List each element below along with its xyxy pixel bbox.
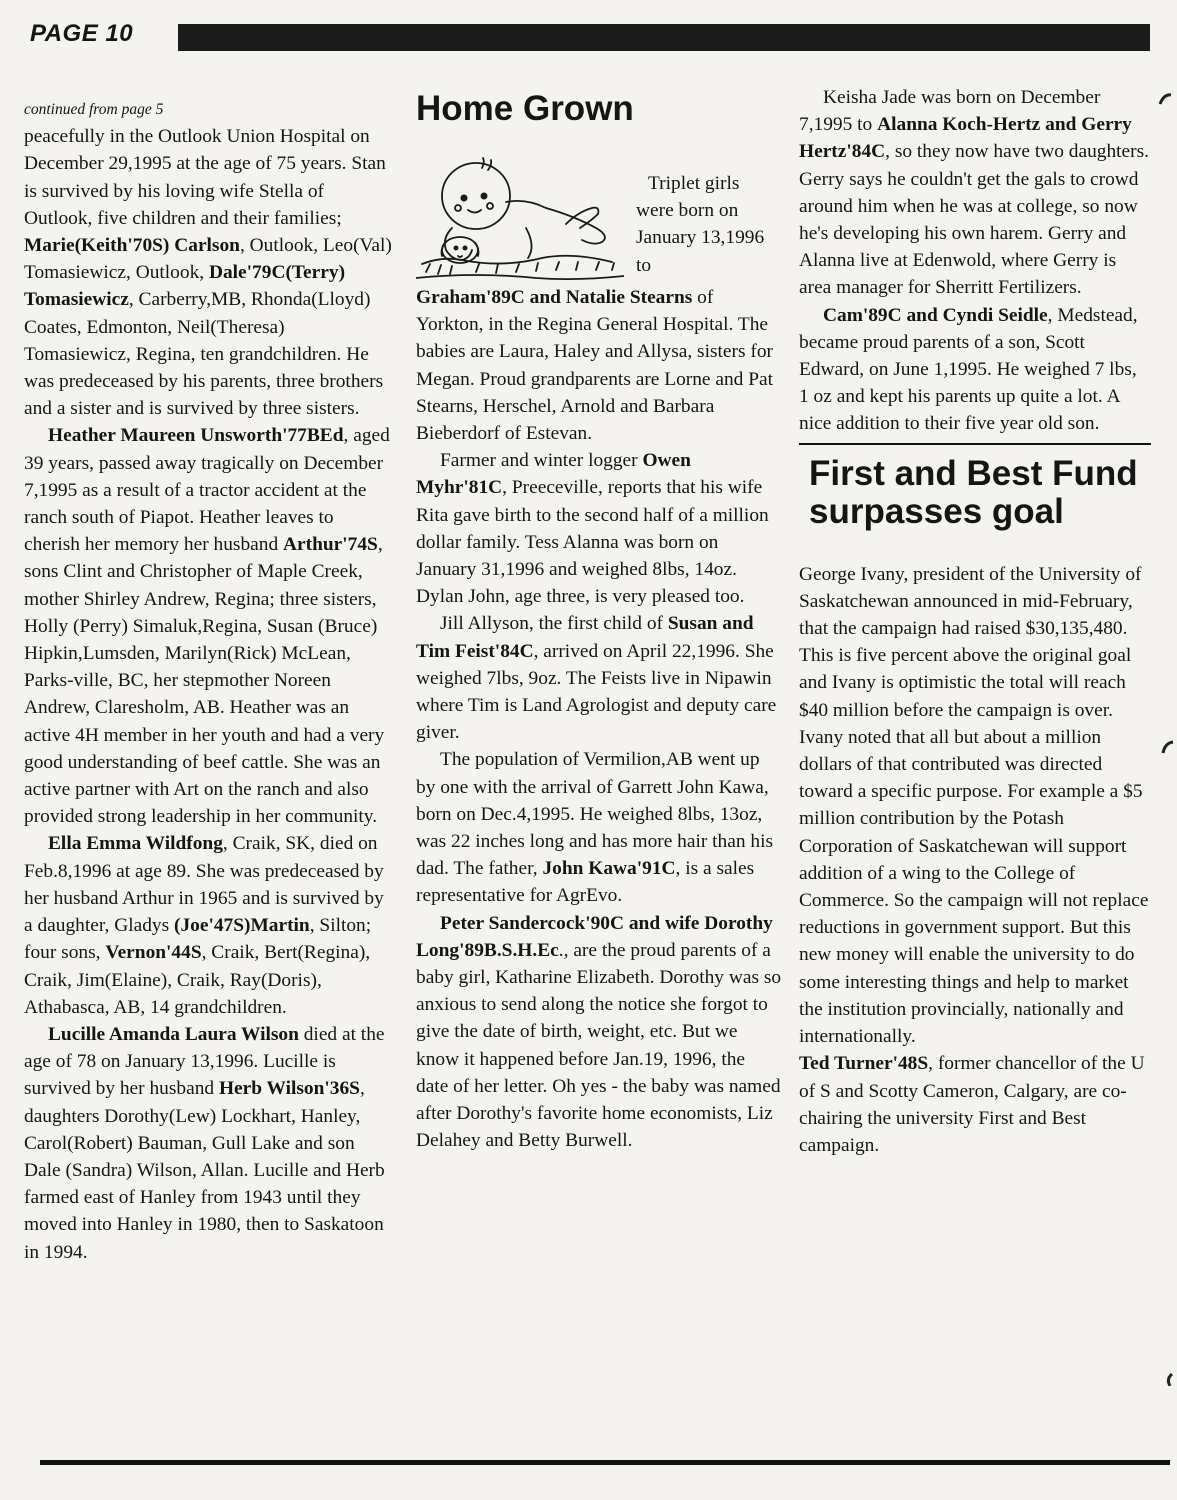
column-obituaries	[24, 96, 394, 1266]
page-number: PAGE 10	[30, 20, 134, 47]
section-divider	[799, 443, 1151, 445]
first-and-best-title: First and Best Fund surpasses goal	[809, 453, 1138, 531]
bottom-rule	[40, 1460, 1170, 1465]
column-home-grown	[416, 84, 782, 1155]
myhr-birth: Farmer and winter logger Owen Myhr'81C, Preeceville, reports that his wife Rita gave birth to the second half of a million dollar family. Tess Alanna was born on January 31,1996 and weighed 8lbs, 14oz. Dylan John, age three, is very pleased too.	[416, 450, 769, 608]
fund-paragraph-1: George Ivany, president of the University of Saskatchewan announced in mid-February, that the campaign had raised $30,135,480. This is five percent above the original goal and Ivany is optimistic the total will reach $40 million before the campaign is over.	[799, 563, 1142, 721]
triplet-intro: Triplet girls were born on January 13,1996 to	[636, 173, 765, 276]
baby-with-puppy-illustration	[416, 146, 624, 284]
column-births-and-fund	[799, 84, 1151, 1159]
obituary-wildfong: Ella Emma Wildfong, Craik, SK, died on Feb.8,1996 at age 89. She was predeceased by her husband Arthur in 1965 and is survived by a daughter, Gladys (Joe'47S)Martin, Silton; four sons, Vernon'44S, Craik, Bert(Regina), Craik, Jim(Elaine), Craik, Ray(Doris), Athabasca, AB, 14 grandchildren.	[24, 833, 384, 1018]
obituary-wilson: Lucille Amanda Laura Wilson died at the age of 78 on January 13,1996. Lucille is survived by her husband Herb Wilson'36S, daughters Dorothy(Lew) Lockhart, Hanley, Carol(Robert) Bauman, Gull Lake and son Dale (Sandra) Wilson, Allan. Lucille and Herb farmed east of Hanley from 1943 until they moved into Hanley in 1980, then to Saskatoon in 1994.	[24, 1023, 385, 1263]
seidle-birth: Cam'89C and Cyndi Seidle, Medstead, became proud parents of a son, Scott Edward, on June 1,1995. He weighed 7 lbs, 1 oz and kept his parents up quite a lot. A nice addition to their five year old son.	[799, 304, 1138, 435]
hertz-birth: Keisha Jade was born on December 7,1995 to Alanna Koch-Hertz and Gerry Hertz'84C, so they now have two daughters. Gerry says he couldn't get the gals to crowd around him when he was at college, so now he's developing his own harem. Gerry and Alanna live at Edenwold, where Gerry is area manager for Sherritt Fertilizers.	[799, 87, 1150, 299]
continued-note: continued from page 5	[24, 101, 164, 118]
fund-paragraph-3: Ted Turner'48S, former chancellor of the U of S and Scotty Cameron, Calgary, are co-chairing the university First and Best campaign.	[799, 1053, 1145, 1156]
stearns-triplets: Graham'89C and Natalie Stearns of Yorkton, in the Regina General Hospital. The babies are Laura, Haley and Allysa, sisters for Megan. Proud grandparents are Lorne and Pat Stearns, Herschel, Arnold and Barbara Bieberdorf of Estevan.	[416, 287, 773, 445]
obituary-tomasiewicz: peacefully in the Outlook Union Hospital on December 29,1995 at the age of 75 years. Stan is survived by his loving wife Stella of Outlook, five children and their families; Marie(Keith'70S) Carlson, Outlook, Leo(Val) Tomasiewicz, Outlook, Dale'79C(Terry) Tomasiewicz, Carberry,MB, Rhonda(Lloyd) Coates, Edmonton, Neil(Theresa) Tomasiewicz, Regina, ten grandchildren. He was predeceased by his parents, three brothers and a sister and is survived by three sisters.	[24, 126, 392, 420]
obituary-unsworth: Heather Maureen Unsworth'77BEd, aged 39 years, passed away tragically on December 7,1995 as a result of a tractor accident at the ranch south of Piapot. Heather leaves to cherish her memory her husband Arthur'74S, sons Clint and Christopher of Maple Creek, mother Shirley Andrew, Regina; three sisters, Holly (Perry) Simaluk,Regina, Susan (Bruce) Hipkin,Lumsden, Marilyn(Rick) McLean, Parks-ville, BC, her stepmother Noreen Andrew, Claresholm, AB. Heather was an active 4H member in her youth and had a very good understanding of beef cattle. She was an active partner with Art on the ranch and also provided strong leadership in her community.	[24, 425, 390, 828]
binder-hole-mark	[1158, 92, 1172, 106]
home-grown-title: Home Grown	[416, 89, 634, 128]
feist-birth: Jill Allyson, the first child of Susan and Tim Feist'84C, arrived on April 22,1996. She weighed 7lbs, 9oz. The Feists live in Nipawin where Tim is Land Agrologist and deputy care giver.	[416, 613, 777, 744]
fund-paragraph-2: Ivany noted that all but about a million dollars of that contributed was directed toward a specific purpose. For example a $5 million contribution by the Potash Corporation of Saskatchewan will support addition of a wing to the College of Commerce. So the campaign will not replace reductions in government support. But this new money will enable the university to do some interesting things and help to market the institution provincially, nationally and internationally.	[799, 726, 1149, 1048]
binder-hole-mark	[1162, 1372, 1176, 1386]
binder-hole-mark	[1160, 740, 1174, 754]
kawa-birth: The population of Vermilion,AB went up by one with the arrival of Garrett John Kawa, born on Dec.4,1995. He weighed 8lbs, 13oz, was 22 inches long and has more hair than his dad. The father, John Kawa'91C, is a sales representative for AgrEvo.	[416, 749, 774, 907]
header-bar	[178, 24, 1150, 51]
sandercock-birth: Peter Sandercock'90C and wife Dorothy Long'89B.S.H.Ec., are the proud parents of a baby girl, Katharine Elizabeth. Dorothy was so anxious to send along the notice she forgot to give the date of birth, weight, etc. But we know it happened before Jan.19, 1996, the date of her letter. Oh yes - the baby was named after Dorothy's favorite home economists, Liz Delahey and Betty Burwell.	[416, 912, 782, 1152]
